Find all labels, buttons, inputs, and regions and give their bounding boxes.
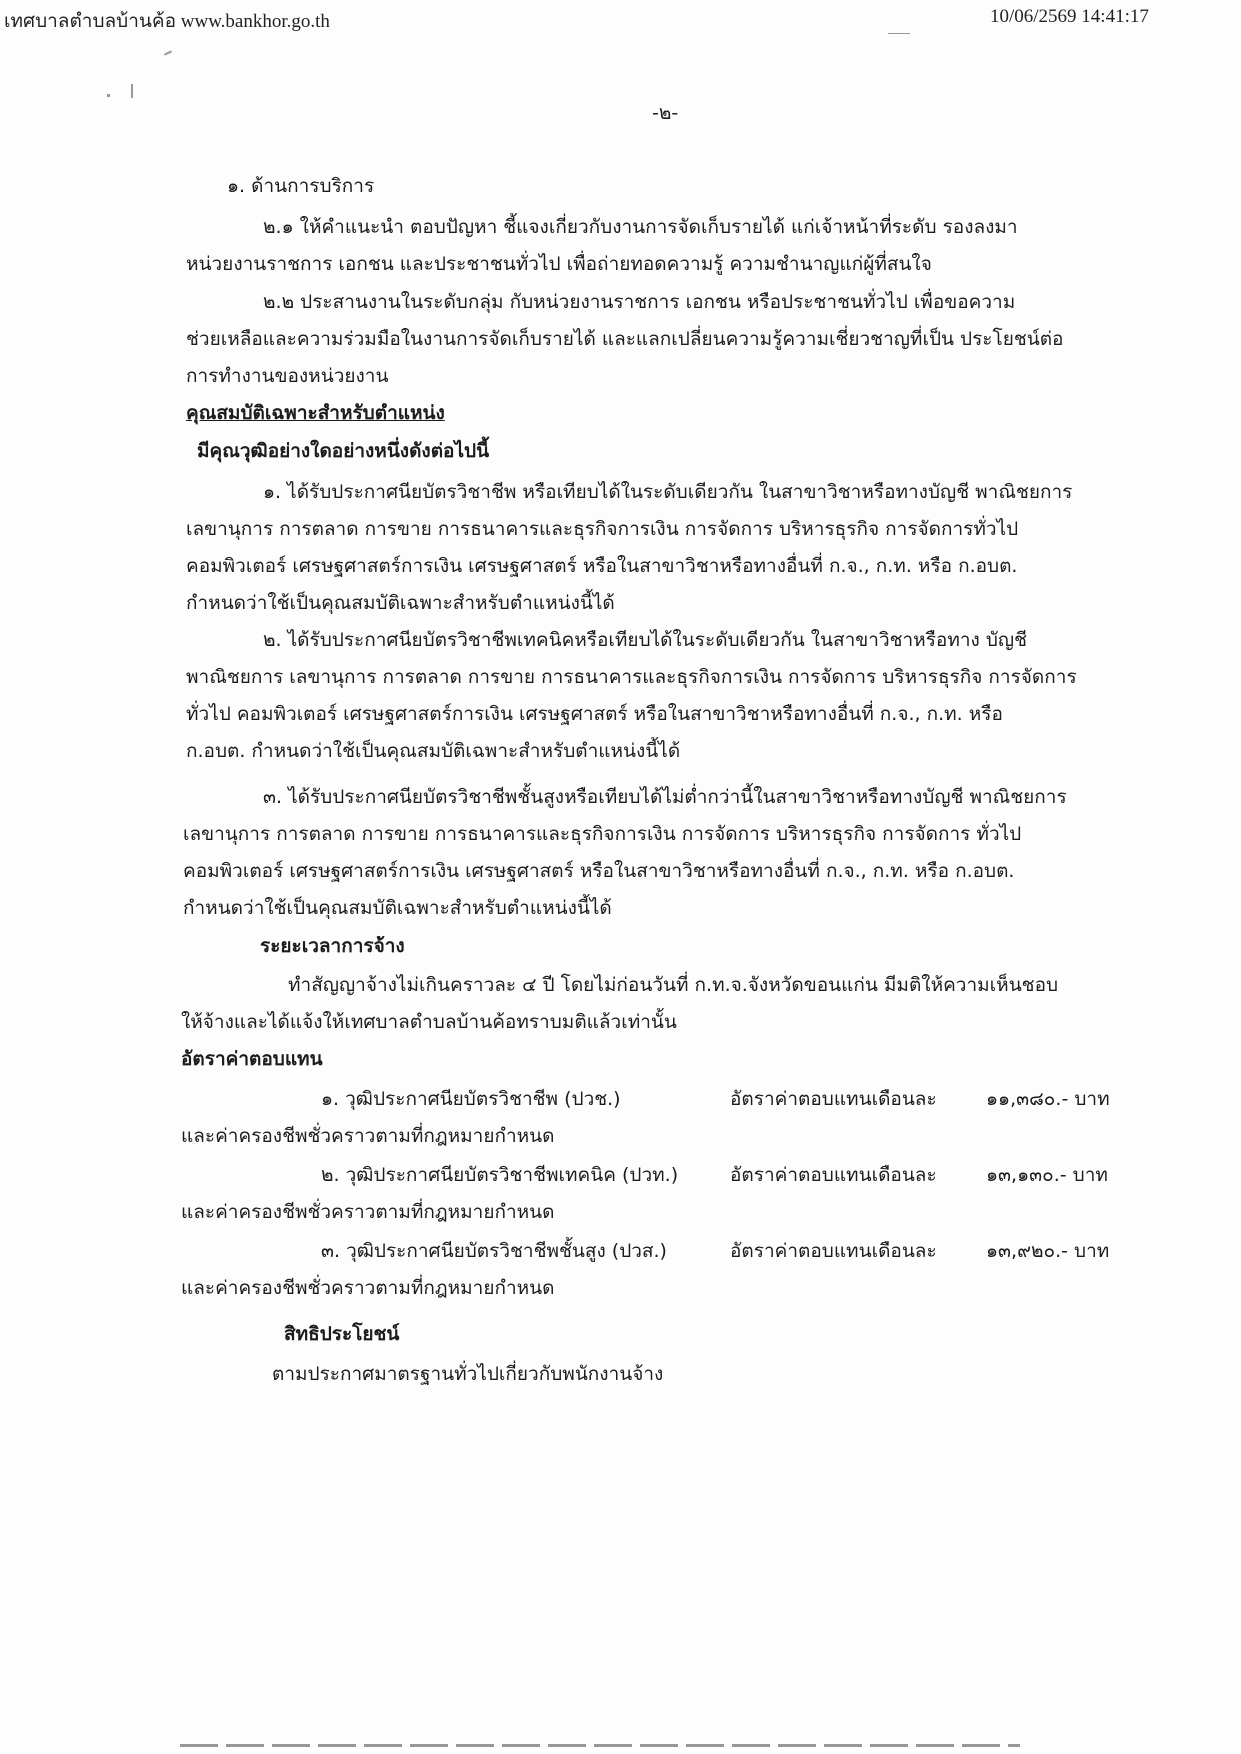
rate-3-degree: ๓. วุฒิประกาศนียบัตรวิชาชีพชั้นสูง (ปวส.) (321, 1240, 667, 1262)
qualification-3-line-4: กำหนดว่าใช้เป็นคุณสมบัติเฉพาะสำหรับตำแหน่งนี้ได้ (183, 897, 612, 919)
qualification-3-line-2: เลขานุการ การตลาด การขาย การธนาคารและธุรกิจการเงิน การจัดการ บริหารธุรกิจ การจัดการ ทั่วไป (183, 823, 1022, 845)
qualification-1-line-3: คอมพิวเตอร์ เศรษฐศาสตร์การเงิน เศรษฐศาสตร์ หรือในสาขาวิชาหรือทางอื่นที่ ก.จ., ก.ท. หรือ ก.อบต. (186, 555, 1018, 577)
qualification-3-line-1: ๓. ได้รับประกาศนียบัตรวิชาชีพชั้นสูงหรือเทียบได้ไม่ต่ำกว่านี้ในสาขาวิชาหรือทางบัญชี พาณิชยการ (263, 786, 1067, 808)
benefits-heading: สิทธิประโยชน์ (284, 1323, 400, 1345)
print-timestamp: 10/06/2569 14:41:17 (990, 6, 1149, 27)
scan-dash (888, 33, 910, 34)
page-number: -๒- (652, 102, 679, 124)
employment-period-line-1: ทำสัญญาจ้างไม่เกินคราวละ ๔ ปี โดยไม่ก่อนวันที่ ก.ท.จ.จังหวัดขอนแก่น มีมติให้ความเห็นชอบ (288, 974, 1059, 996)
item-2-1-line-2: หน่วยงานราชการ เอกชน และประชาชนทั่วไป เพื่อถ่ายทอดความรู้ ความชำนาญแก่ผู้ที่สนใจ (186, 253, 932, 275)
section-service-title: ๑. ด้านการบริการ (227, 175, 375, 197)
employment-period-line-2: ให้จ้างและได้แจ้งให้เทศบาลตำบลบ้านค้อทราบมติแล้วเท่านั้น (181, 1011, 677, 1033)
benefits-line: ตามประกาศมาตรฐานทั่วไปเกี่ยวกับพนักงานจ้าง (272, 1363, 664, 1385)
rate-2-amount: ๑๓,๑๓๐.- บาท (986, 1164, 1108, 1186)
scan-speck (107, 94, 110, 97)
scan-bottom-edge (180, 1744, 1020, 1747)
scan-speck (164, 50, 172, 55)
employment-period-heading: ระยะเวลาการจ้าง (260, 935, 405, 957)
rate-1-degree: ๑. วุฒิประกาศนียบัตรวิชาชีพ (ปวช.) (321, 1088, 621, 1110)
item-2-2-line-2: ช่วยเหลือและความร่วมมือในงานการจัดเก็บรายได้ และแลกเปลี่ยนความรู้ความเชี่ยวชาญที่เป็น ประโยชน์ต่อ (186, 328, 1064, 350)
item-2-1-line-1: ๒.๑ ให้คำแนะนำ ตอบปัญหา ชี้แจงเกี่ยวกับงานการจัดเก็บรายได้ แก่เจ้าหน้าที่ระดับ รองลงมา (263, 216, 1018, 238)
qualification-2-line-2: พาณิชยการ เลขานุการ การตลาด การขาย การธนาคารและธุรกิจการเงิน การจัดการ บริหารธุรกิจ การจัดการ (186, 666, 1077, 688)
rate-2-degree: ๒. วุฒิประกาศนียบัตรวิชาชีพเทคนิค (ปวท.) (321, 1164, 679, 1186)
rate-3-label: อัตราค่าตอบแทนเดือนละ (730, 1240, 937, 1262)
item-2-2-line-1: ๒.๒ ประสานงานในระดับกลุ่ม กับหน่วยงานราชการ เอกชน หรือประชาชนทั่วไป เพื่อขอความ (263, 291, 1016, 313)
qualification-1-line-4: กำหนดว่าใช้เป็นคุณสมบัติเฉพาะสำหรับตำแหน่งนี้ได้ (186, 592, 615, 614)
qualification-3-line-3: คอมพิวเตอร์ เศรษฐศาสตร์การเงิน เศรษฐศาสตร์ หรือในสาขาวิชาหรือทางอื่นที่ ก.จ., ก.ท. หรือ ก.อบต. (183, 860, 1015, 882)
qualification-heading: คุณสมบัติเฉพาะสำหรับตำแหน่ง (186, 402, 445, 424)
qualification-subheading: มีคุณวุฒิอย่างใดอย่างหนึ่งดังต่อไปนี้ (197, 440, 490, 462)
rate-3-amount: ๑๓,๙๒๐.- บาท (986, 1240, 1110, 1262)
rate-1-label: อัตราค่าตอบแทนเดือนละ (730, 1088, 937, 1110)
scan-speck (131, 84, 133, 98)
site-header: เทศบาลตำบลบ้านค้อ www.bankhor.go.th (4, 11, 330, 32)
item-2-2-line-3: การทำงานของหน่วยงาน (186, 365, 389, 387)
compensation-heading: อัตราค่าตอบแทน (181, 1048, 323, 1070)
qualification-2-line-4: ก.อบต. กำหนดว่าใช้เป็นคุณสมบัติเฉพาะสำหรับตำแหน่งนี้ได้ (186, 740, 681, 762)
rate-1-amount: ๑๑,๓๘๐.- บาท (986, 1088, 1110, 1110)
rate-2-label: อัตราค่าตอบแทนเดือนละ (730, 1164, 937, 1186)
rate-3-note: และค่าครองชีพชั่วคราวตามที่กฎหมายกำหนด (181, 1277, 555, 1299)
qualification-1-line-1: ๑. ได้รับประกาศนียบัตรวิชาชีพ หรือเทียบได้ในระดับเดียวกัน ในสาขาวิชาหรือทางบัญชี พาณิชยการ (263, 481, 1073, 503)
qualification-1-line-2: เลขานุการ การตลาด การขาย การธนาคารและธุรกิจการเงิน การจัดการ บริหารธุรกิจ การจัดการทั่วไป (186, 518, 1019, 540)
rate-2-note: และค่าครองชีพชั่วคราวตามที่กฎหมายกำหนด (181, 1201, 555, 1223)
qualification-2-line-1: ๒. ได้รับประกาศนียบัตรวิชาชีพเทคนิคหรือเทียบได้ในระดับเดียวกัน ในสาขาวิชาหรือทาง บัญชี (263, 629, 1027, 651)
rate-1-note: และค่าครองชีพชั่วคราวตามที่กฎหมายกำหนด (181, 1125, 555, 1147)
qualification-2-line-3: ทั่วไป คอมพิวเตอร์ เศรษฐศาสตร์การเงิน เศรษฐศาสตร์ หรือในสาขาวิชาหรือทางอื่นที่ ก.จ., ก.ท. หรือ (186, 703, 1003, 725)
